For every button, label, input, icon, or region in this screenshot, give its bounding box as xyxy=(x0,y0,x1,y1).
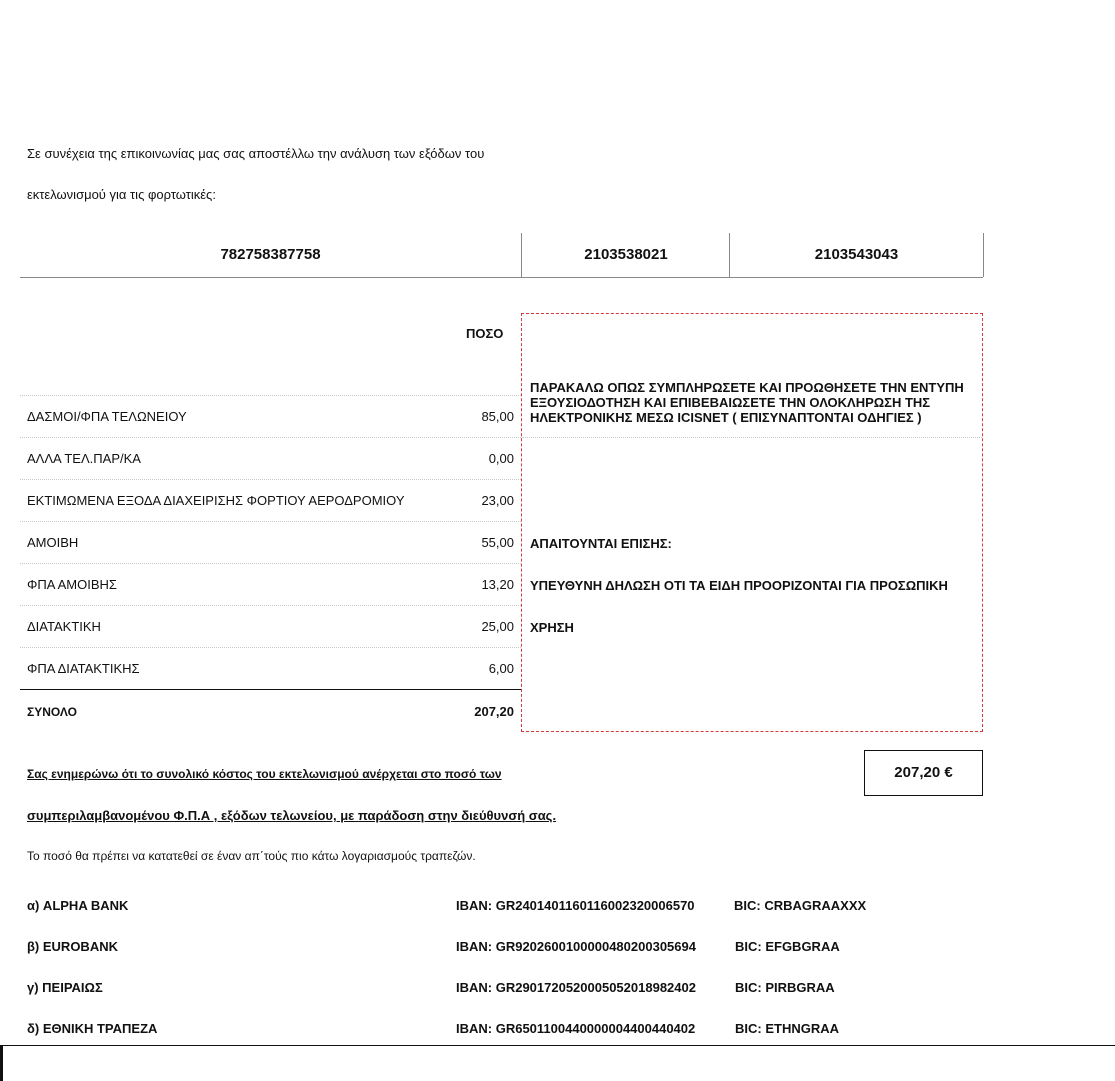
cost-label: ΦΠΑ ΔΙΑΤΑΚΤΙΚΗΣ xyxy=(27,661,140,676)
cost-value: 85,00 xyxy=(481,409,514,424)
summary-line-1: Σας ενημερώνω ότι το συνολικό κόστος του εκτελωνισμού ανέρχεται στο ποσό των xyxy=(27,767,502,781)
bank-name: β) EUROBANK xyxy=(27,939,118,954)
cost-value: 55,00 xyxy=(481,535,514,550)
declaration-line-1: ΥΠΕΥΘΥΝΗ ΔΗΛΩΣΗ ΟΤΙ ΤΑ ΕΙΔΗ ΠΡΟΟΡΙΖΟΝΤΑΙ ΓΙΑ ΠΡΟΣΩΠΙΚΗ xyxy=(530,578,948,593)
bank-name: α) ALPHA BANK xyxy=(27,898,129,913)
cost-value: 13,20 xyxy=(481,577,514,592)
declaration-line-2: ΧΡΗΣΗ xyxy=(530,620,574,635)
table-row xyxy=(20,480,521,522)
page-edge xyxy=(0,1046,3,1081)
cost-label: ΕΚΤΙΜΩΜΕΝΑ ΕΞΟΔΑ ΔΙΑΧΕΙΡΙΣΗΣ ΦΟΡΤΙΟΥ ΑΕΡΟΔΡΟΜΙΟΥ xyxy=(27,493,405,508)
table-row xyxy=(20,396,521,438)
bank-bic: BIC: PIRBGRAA xyxy=(735,980,835,995)
also-required-heading: ΑΠΑΙΤΟΥΝΤΑΙ ΕΠΙΣΗΣ: xyxy=(530,536,672,551)
waybill-number: 2103543043 xyxy=(729,233,984,277)
cost-label: ΑΜΟΙΒΗ xyxy=(27,535,79,550)
bank-bic: BIC: CRBAGRAAXXX xyxy=(734,898,867,913)
table-row xyxy=(20,564,521,606)
total-amount-box: 207,20 € xyxy=(864,750,983,796)
total-value: 207,20 xyxy=(474,704,514,719)
summary-line-2: συμπεριλαμβανομένου Φ.Π.Α , εξόδων τελωνείου, με παράδοση στην διεύθυνσή σας. xyxy=(27,808,557,823)
page-bottom-border xyxy=(0,1045,1115,1081)
intro-line-2: εκτελωνισμού για τις φορτωτικές: xyxy=(27,187,216,202)
bank-bic: BIC: ETHNGRAA xyxy=(735,1021,839,1036)
cost-value: 23,00 xyxy=(481,493,514,508)
bank-iban: IBAN: GR6501100440000004400440402 xyxy=(456,1021,696,1036)
authorization-instruction: ΠΑΡΑΚΑΛΩ ΟΠΩΣ ΣΥΜΠΛΗΡΩΣΕΤΕ ΚΑΙ ΠΡΟΩΘΗΣΕΤΕ ΤΗΝ ΕΝΤΥΠΗ ΕΞΟΥΣΙΟΔΟΤΗΣΗ ΚΑΙ ΕΠΙΒΕΒΑΙΩΣΕΤΕ ΤΗΝ ΟΛΟΚΛΗΡΩΣΗ ΤΗΣ ΗΛΕΚΤΡΟΝΙΚΗΣ ΜΕΣΩ ICISNET ( ΕΠΙΣΥΝΑΠΤΟΝΤΑΙ ΟΔΗΓΙΕΣ ) xyxy=(530,380,964,425)
cost-label: ΦΠΑ ΑΜΟΙΒΗΣ xyxy=(27,577,117,592)
cost-value: 0,00 xyxy=(488,451,514,466)
table-row xyxy=(20,606,521,648)
bank-iban: IBAN: GR2901720520005052018982402 xyxy=(456,980,696,995)
waybill-numbers-row xyxy=(20,233,983,278)
bank-iban: IBAN: GR2401401160116002320006570 xyxy=(456,898,695,913)
total-label: ΣΥΝΟΛΟ xyxy=(27,705,77,719)
deposit-note: Το ποσό θα πρέπει να κατατεθεί σε έναν απ΄τούς πιο κάτω λογαριασμούς τραπεζών. xyxy=(27,849,476,863)
intro-line-1: Σε συνέχεια της επικοινωνίας μας σας αποστέλλω την ανάλυση των εξόδων του xyxy=(27,146,485,161)
amount-column-header: ΠΟΣΟ xyxy=(466,326,504,341)
cost-value: 6,00 xyxy=(488,661,514,676)
table-row xyxy=(20,648,521,689)
waybill-number: 782758387758 xyxy=(220,246,321,263)
bank-iban: IBAN: GR9202600100000480200305694 xyxy=(456,939,696,954)
table-row xyxy=(20,522,521,564)
bank-name: δ) ΕΘΝΙΚΗ ΤΡΑΠΕΖΑ xyxy=(27,1021,158,1036)
total-row xyxy=(20,689,521,732)
bank-name: γ) ΠΕΙΡΑΙΩΣ xyxy=(27,980,103,995)
table-row xyxy=(20,438,521,480)
notes-box xyxy=(521,313,983,732)
cost-label: ΔΑΣΜΟΙ/ΦΠΑ ΤΕΛΩΝΕΙΟΥ xyxy=(27,409,187,424)
waybill-number: 2103538021 xyxy=(521,233,730,277)
cost-label: ΑΛΛΑ ΤΕΛ.ΠΑΡ/ΚΑ xyxy=(27,451,141,466)
cost-value: 25,00 xyxy=(481,619,514,634)
bank-bic: BIC: EFGBGRAA xyxy=(735,939,840,954)
cost-label: ΔΙΑΤΑΚΤΙΚΗ xyxy=(27,619,101,634)
